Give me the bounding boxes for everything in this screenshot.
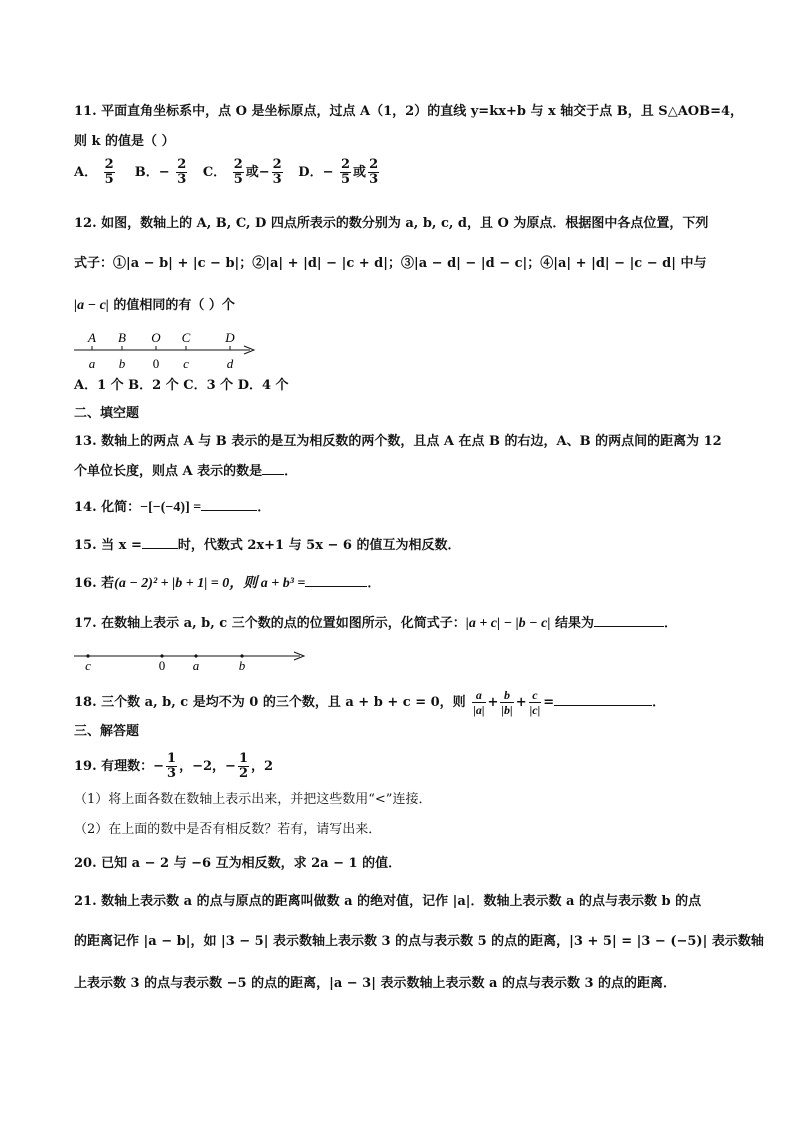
point-label: D bbox=[225, 330, 235, 345]
q15: 15. 当 x = 时，代数式 2x+1 与 5x − 6 的值互为相反数． bbox=[74, 538, 461, 553]
point-label: A bbox=[88, 330, 96, 345]
answer-blank bbox=[305, 574, 367, 587]
fraction: $\frac{1}{3}$ bbox=[167, 751, 177, 781]
q17: 17. 在数轴上表示 a, b, c 三个数的点的位置如图所示，化简式子：|a + c| − |b − c| 结果为 ． bbox=[74, 616, 677, 631]
fraction: $\frac{2}{5}$ bbox=[104, 157, 114, 187]
q21-line1: 21. 数轴上表示数 a 的点与原点的距离叫做数 a 的绝对值，记作 |a|．数轴上表示数 a 的点与表示数 b 的点 bbox=[74, 894, 702, 909]
q21-line3: 上表示数 3 的点与表示数 −5 的点的距离，|a − 3| 表示数轴上表示数 a 的点与表示数 3 的点的距离． bbox=[74, 976, 677, 991]
fraction: $\frac{2}{3}$ bbox=[272, 157, 282, 187]
q11-option-b: B．− bbox=[134, 165, 170, 180]
q12-number-line bbox=[74, 326, 264, 374]
q11-option-a: A． bbox=[74, 165, 98, 180]
q11-line2: 则 k 的值是（ ） bbox=[74, 134, 175, 149]
fraction: $\frac{2}{3}$ bbox=[177, 157, 187, 187]
point-label: B bbox=[118, 330, 126, 345]
point-label: 0 bbox=[158, 658, 166, 673]
q17-number-line bbox=[74, 646, 310, 674]
fraction: $\frac{2}{5}$ bbox=[233, 157, 243, 187]
point-value-label: b bbox=[118, 356, 126, 371]
point-value-label: 0 bbox=[152, 356, 160, 371]
abs-expression: |a − c| bbox=[74, 298, 109, 313]
q11-line1: 11. 平面直角坐标系中，点 O 是坐标原点，过点 A（1，2）的直线 y=kx+b 与 x 轴交于点 B，且 S△AOB=4， bbox=[74, 104, 744, 119]
q12-options: A．1 个 B．2 个 C．3 个 D．4 个 bbox=[74, 378, 289, 393]
fraction: $\frac{2}{3}$ bbox=[369, 157, 379, 187]
point-label: C bbox=[181, 330, 191, 345]
fraction: $\frac{c}{|c|}$ bbox=[529, 688, 541, 717]
point-value-label: c bbox=[183, 356, 189, 371]
answer-blank bbox=[554, 693, 652, 706]
q18: 18. 三个数 a, b, c 是均不为 0 的三个数，且 a + b + c = 0，则 $\frac{a}{|a|}$ + $\frac{b}{|b|}$ + $\frac{c}{|c|}$ = ． bbox=[74, 688, 666, 717]
q12-line2: 式子：①|a − b| + |c − b|；②|a| + |d| − |c + d|；③|a − d| − |d − c|；④|a| + |d| − |c − d| 中与 bbox=[74, 256, 707, 271]
answer-blank bbox=[262, 462, 284, 475]
answer-blank bbox=[201, 498, 257, 511]
q21-line2: 的距离记作 |a − b|，如 |3 − 5| 表示数轴上表示数 3 的点与表示数 5 的点的距离，|3 + 5| = |3 − (−5)| 表示数轴 bbox=[74, 934, 764, 949]
q11-options: A． $\frac{2}{5}$ B．− $\frac{2}{3}$ C． $\frac{2}{5}$ 或− $\frac{2}{3}$ D．− $\frac{2}{5}$ 或 $\frac{2}{3}$ bbox=[74, 157, 379, 187]
q11-option-d: D．− bbox=[298, 165, 334, 180]
point-label: c bbox=[85, 658, 91, 673]
q14: 14. 化简：−[−(−4)] = ． bbox=[74, 500, 271, 515]
point-value-label: d bbox=[226, 356, 234, 371]
q16: 16. 若(a − 2)² + |b + 1| = 0，则 a + b³ = ． bbox=[74, 576, 381, 591]
point-label: O bbox=[151, 330, 161, 345]
fraction: $\frac{1}{2}$ bbox=[238, 751, 248, 781]
fraction: $\frac{b}{|b|}$ bbox=[501, 688, 513, 717]
q19-part2: （2）在上面的数中是否有相反数？若有，请写出来． bbox=[74, 822, 382, 837]
q11-option-c: C． bbox=[202, 165, 227, 180]
q19-part1: （1）将上面各数在数轴上表示出来，并把这些数用“<”连接． bbox=[74, 792, 432, 807]
point-value-label: a bbox=[88, 356, 96, 371]
section-2-heading: 二、填空题 bbox=[74, 406, 140, 421]
q13-line2: 个单位长度，则点 A 表示的数是 ． bbox=[74, 464, 298, 479]
q12-line3: |a − c| 的值相同的有（ ）个 bbox=[74, 298, 235, 313]
answer-blank bbox=[594, 614, 664, 627]
fraction: $\frac{2}{5}$ bbox=[341, 157, 351, 187]
q13-line1: 13. 数轴上的两点 A 与 B 表示的是互为相反数的两个数，且点 A 在点 B 的右边，A、B 的两点间的距离为 12 bbox=[74, 434, 722, 449]
fraction: $\frac{a}{|a|}$ bbox=[473, 688, 485, 717]
q19: 19. 有理数：− $\frac{1}{3}$ ，−2，− $\frac{1}{2}$ ，2 bbox=[74, 751, 274, 781]
q12-line1: 12. 如图，数轴上的 A, B, C, D 四点所表示的数分别为 a, b, c, d，且 O 为原点．根据图中各点位置，下列 bbox=[74, 216, 709, 231]
point-label: b bbox=[238, 658, 246, 673]
section-3-heading: 三、解答题 bbox=[74, 724, 140, 739]
point-label: a bbox=[192, 658, 200, 673]
answer-blank bbox=[142, 536, 178, 549]
q20: 20. 已知 a − 2 与 −6 互为相反数，求 2a − 1 的值． bbox=[74, 856, 402, 871]
